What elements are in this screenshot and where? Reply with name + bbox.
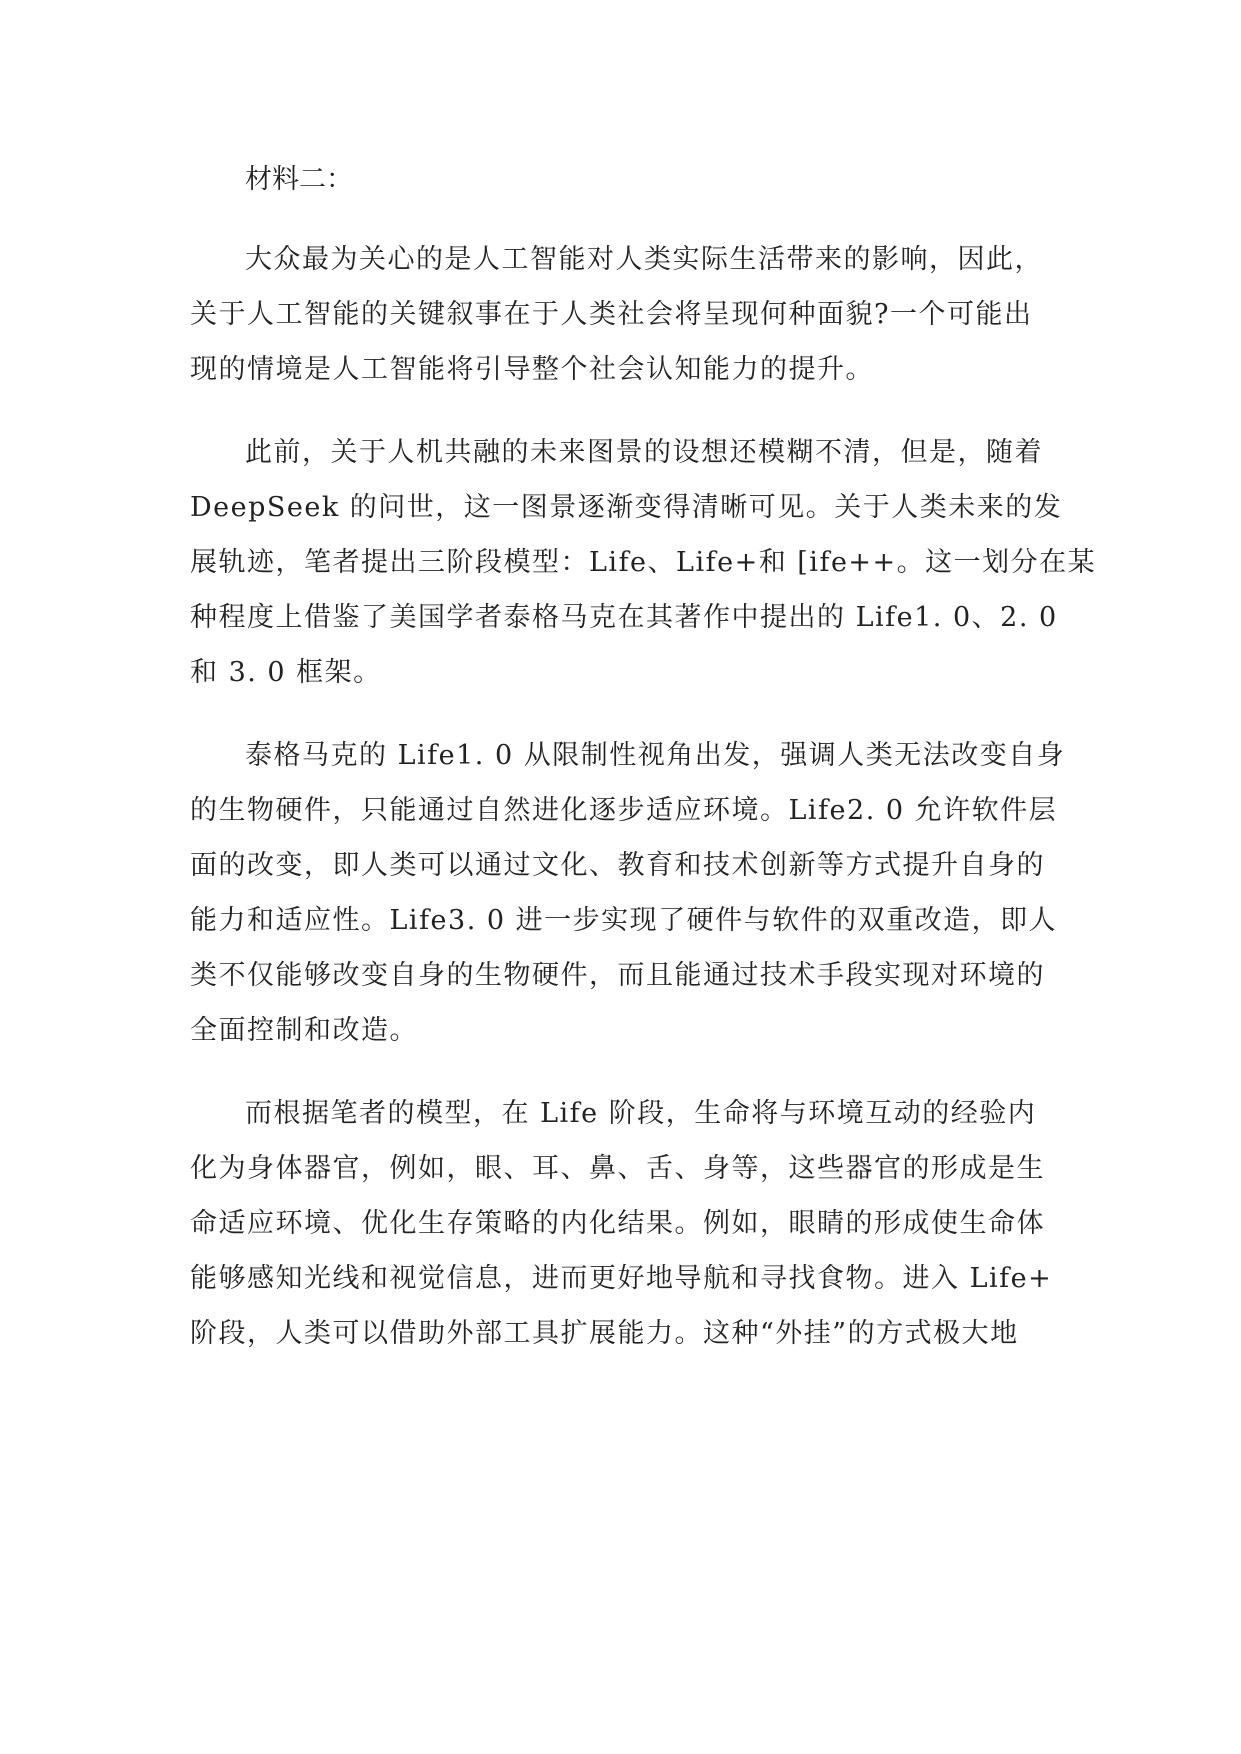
- paragraph-line: 全面控制和改造。: [190, 1015, 418, 1046]
- section-heading: 材料二：: [245, 164, 353, 195]
- paragraph-line: DeepSeek 的问世，这一图景逐渐变得清晰可见。关于人类未来的发: [190, 492, 1063, 523]
- paragraph-line: 大众最为关心的是人工智能对人类实际生活带来的影响，因此，: [245, 244, 1043, 275]
- paragraph-line: 展轨迹，笔者提出三阶段模型：Life、Life+和 [ife++。这一划分在某: [190, 547, 1097, 578]
- paragraph-line: 现的情境是人工智能将引导整个社会认知能力的提升。: [190, 354, 874, 385]
- paragraph-line: 的生物硬件，只能通过自然进化逐步适应环境。Life2. 0 允许软件层: [190, 795, 1058, 826]
- paragraph-line: 面的改变，即人类可以通过文化、教育和技术创新等方式提升自身的: [190, 850, 1045, 881]
- paragraph-line: 关于人工智能的关键叙事在于人类社会将呈现何种面貌?一个可能出: [190, 299, 1033, 330]
- paragraph-line: 泰格马克的 Life1. 0 从限制性视角出发，强调人类无法改变自身: [245, 740, 1066, 771]
- paragraph-line: 命适应环境、优化生存策略的内化结果。例如，眼睛的形成使生命体: [190, 1208, 1045, 1239]
- paragraph-line: 类不仅能够改变自身的生物硬件，而且能通过技术手段实现对环境的: [190, 960, 1045, 991]
- paragraph-line: 化为身体器官，例如，眼、耳、鼻、舌、身等，这些器官的形成是生: [190, 1153, 1045, 1184]
- paragraph-line: 能力和适应性。Life3. 0 进一步实现了硬件与软件的双重改造，即人: [190, 905, 1058, 936]
- paragraph-line: 此前，关于人机共融的未来图景的设想还模糊不清，但是，随着: [245, 437, 1043, 468]
- paragraph-line: 而根据笔者的模型，在 Life 阶段，生命将与环境互动的经验内: [245, 1098, 1037, 1129]
- paragraph-line: 和 3. 0 框架。: [190, 657, 382, 688]
- paragraph-line: 能够感知光线和视觉信息，进而更好地导航和寻找食物。进入 Life+: [190, 1263, 1053, 1294]
- paragraph-line: 阶段，人类可以借助外部工具扩展能力。这种“外挂”的方式极大地: [190, 1318, 1019, 1349]
- paragraph-line: 种程度上借鉴了美国学者泰格马克在其著作中提出的 Life1. 0、2. 0: [190, 602, 1058, 633]
